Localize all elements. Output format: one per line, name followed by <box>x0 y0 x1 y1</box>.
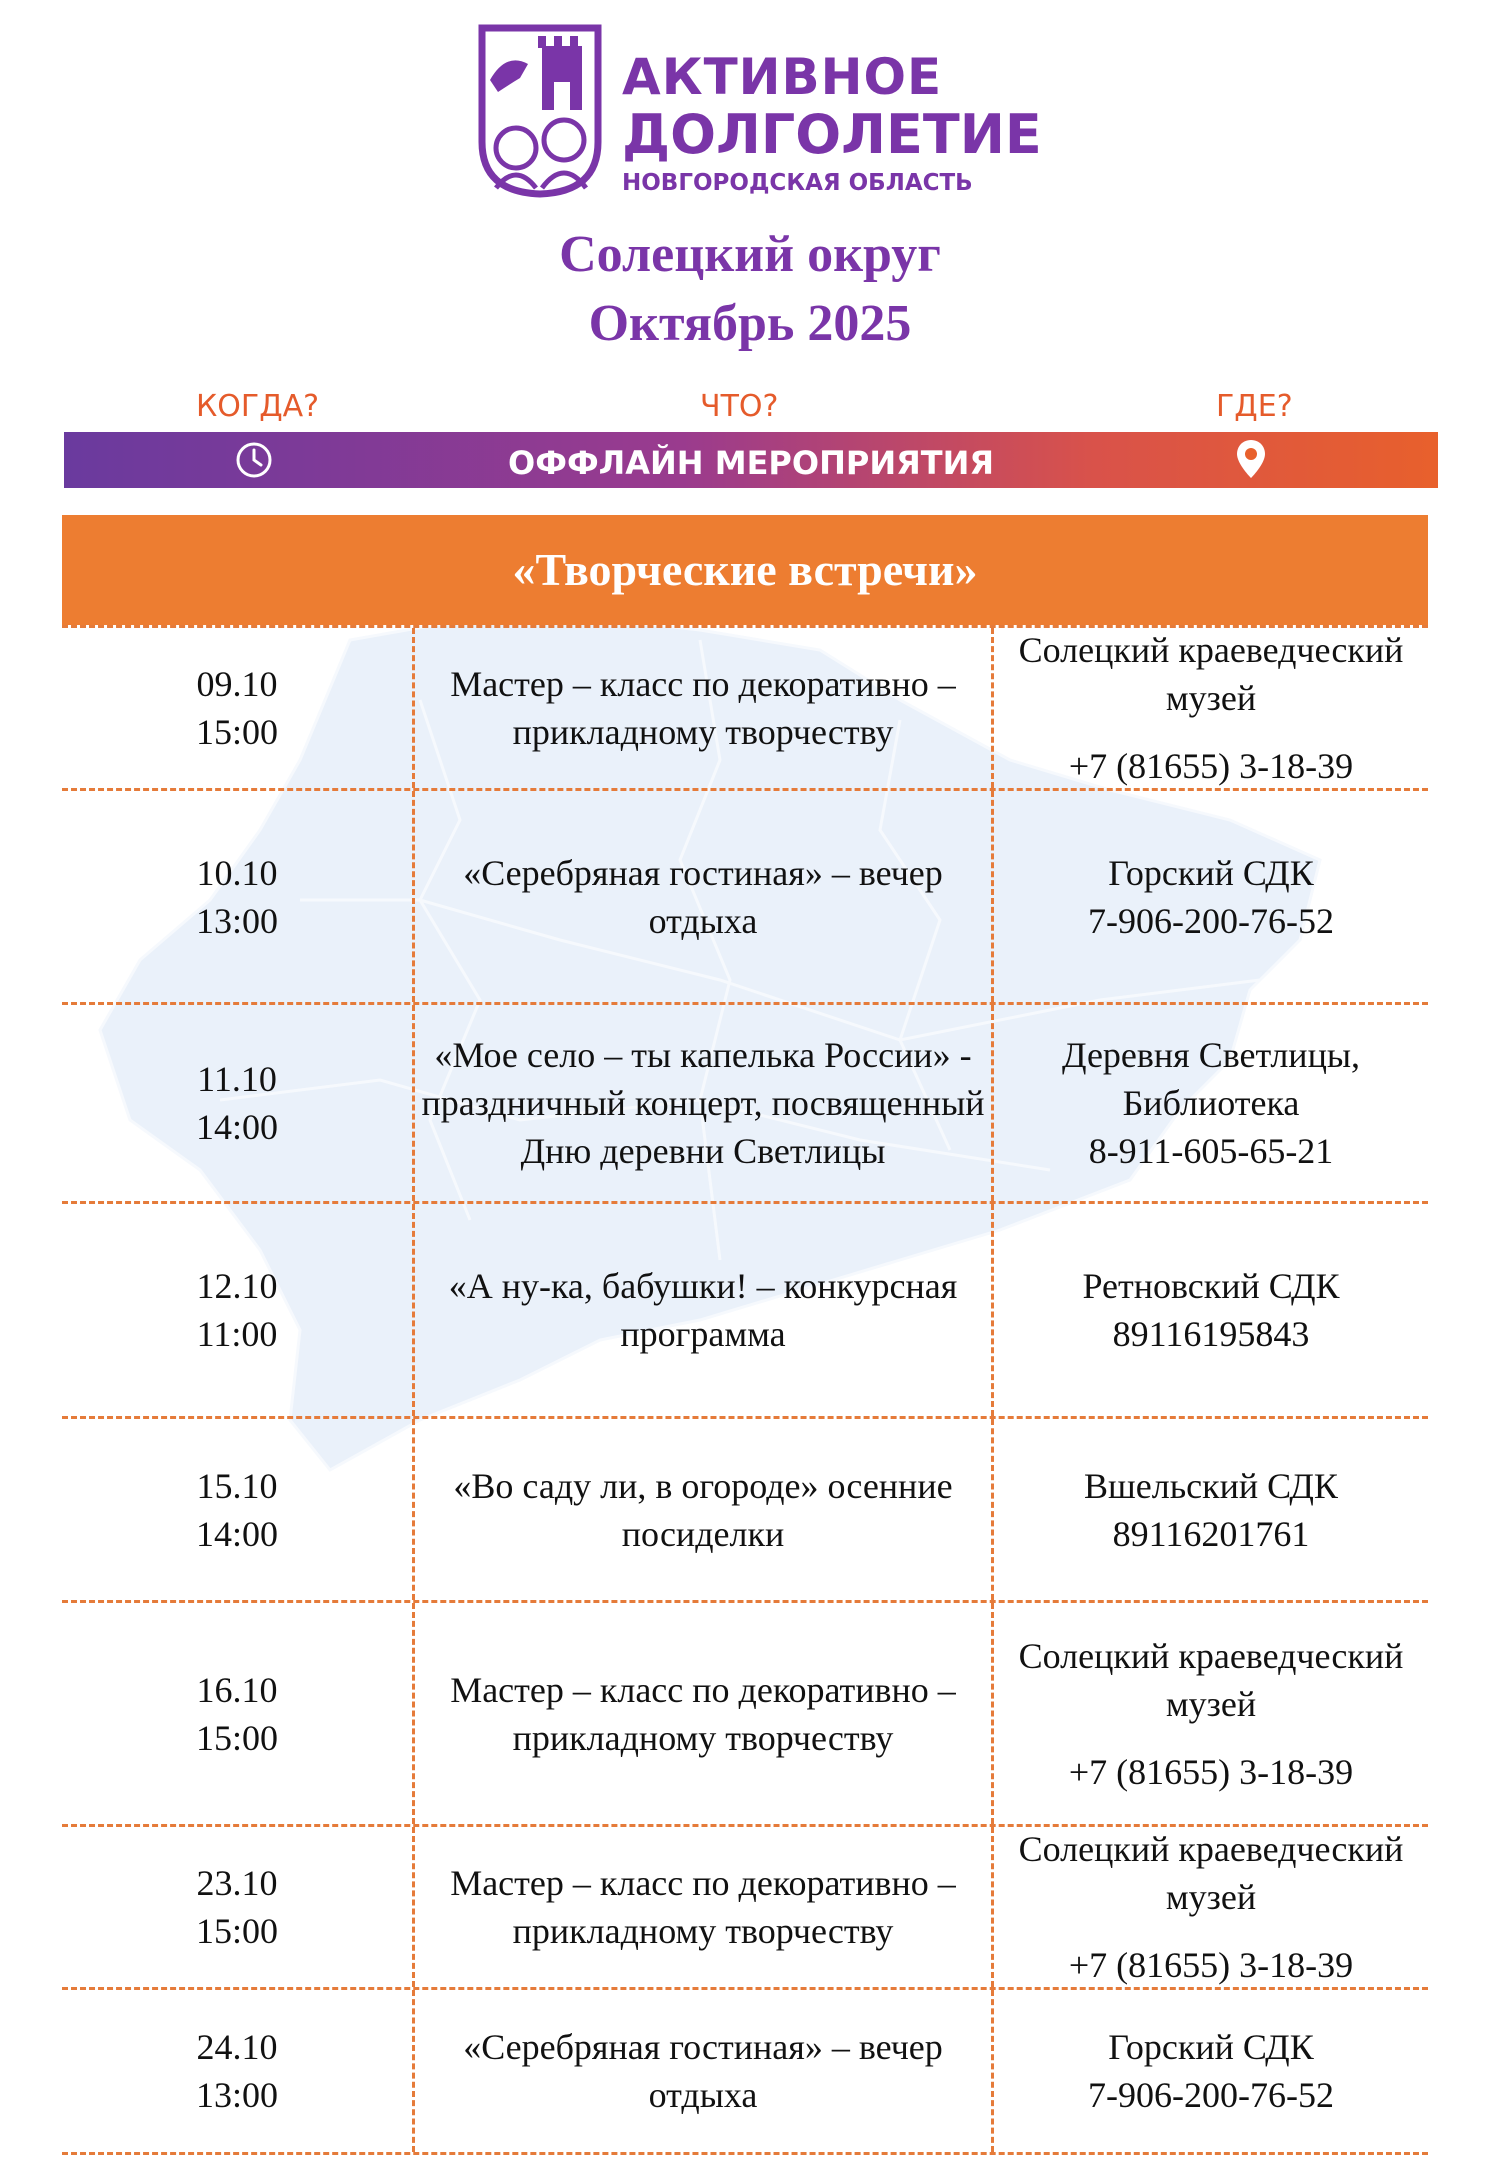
date-cell <box>62 1827 412 1987</box>
venue-cell <box>994 791 1428 1002</box>
section-header <box>62 515 1428 625</box>
event-phone: +7 (81655) 3-18-39 <box>1068 746 1354 786</box>
date-cell <box>62 1603 412 1824</box>
event-time: 15:00 <box>195 1717 278 1758</box>
event-venue: Солецкий краеведческий музей <box>1018 1829 1404 1917</box>
event-date: 09.10 <box>196 664 278 704</box>
event-phone: +7 (81655) 3-18-39 <box>1068 1751 1354 1792</box>
event-phone: +7 (81655) 3-18-39 <box>1068 1945 1354 1985</box>
table-row <box>62 625 1428 788</box>
event-phone: 7-906-200-76-52 <box>1088 900 1334 941</box>
location-pin-icon <box>1234 438 1268 480</box>
event-time: 15:00 <box>195 1911 278 1951</box>
table-row <box>62 1201 1428 1416</box>
table-row <box>62 1987 1428 2155</box>
table-row <box>62 1824 1428 1987</box>
event-description: Мастер – класс по декоративно – прикладному творчеству <box>412 628 994 788</box>
section-title: «Творческие встречи» <box>512 544 978 595</box>
event-venue: Солецкий краеведческий музей <box>1018 1635 1404 1724</box>
active-longevity-logo <box>476 22 1042 200</box>
event-time: 15:00 <box>195 712 278 752</box>
where-label: ГДЕ? <box>1216 389 1293 424</box>
venue-cell <box>994 1603 1428 1824</box>
venue-cell <box>994 1990 1428 2152</box>
venue-cell <box>994 1419 1428 1600</box>
table-row <box>62 1002 1428 1201</box>
month-title: Октябрь 2025 <box>588 295 912 352</box>
when-label: КОГДА? <box>196 389 320 424</box>
event-description: Мастер – класс по декоративно – прикладному творчеству <box>412 1603 994 1824</box>
event-time: 14:00 <box>195 1513 278 1554</box>
event-date: 23.10 <box>196 1863 278 1903</box>
logo-text-line2: ДОЛГОЛЕТИЕ <box>622 103 1042 166</box>
logo-text-line1: АКТИВНОЕ <box>622 48 943 106</box>
date-cell <box>62 628 412 788</box>
event-venue: Горский СДК <box>1108 852 1314 893</box>
offline-events-label: ОФФЛАЙН МЕРОПРИЯТИЯ <box>508 444 994 482</box>
date-cell <box>62 1005 412 1201</box>
table-row <box>62 1416 1428 1600</box>
event-phone: 8-911-605-65-21 <box>1088 1131 1334 1171</box>
event-date: 10.10 <box>196 852 278 893</box>
event-phone: 7-906-200-76-52 <box>1088 2075 1334 2115</box>
event-date: 16.10 <box>196 1669 278 1710</box>
venue-cell <box>994 1204 1428 1416</box>
event-description: «Серебряная гостиная» – вечер отдыха <box>412 791 994 1002</box>
date-cell <box>62 1990 412 2152</box>
venue-cell <box>994 1827 1428 1987</box>
event-venue: Горский СДК <box>1108 2027 1314 2067</box>
event-description: Мастер – класс по декоративно – прикладному творчеству <box>412 1827 994 1987</box>
event-description: «Мое село – ты капелька России» - праздничный концерт, посвященный Дню деревни Светлицы <box>412 1005 994 1201</box>
table-row <box>62 1600 1428 1824</box>
event-time: 11:00 <box>196 1314 278 1354</box>
venue-cell <box>994 1005 1428 1201</box>
event-venue: Солецкий краеведческий музей <box>1018 630 1404 718</box>
logo-text-line3: НОВГОРОДСКАЯ ОБЛАСТЬ <box>622 170 973 196</box>
event-time: 13:00 <box>195 900 278 941</box>
event-date: 12.10 <box>196 1266 278 1306</box>
event-venue: Вшельский СДК <box>1084 1465 1338 1506</box>
event-time: 13:00 <box>195 2075 278 2115</box>
offline-events-bar <box>64 432 1438 488</box>
event-phone: 89116195843 <box>1112 1314 1310 1354</box>
district-title: Солецкий округ <box>559 226 941 283</box>
table-row <box>62 788 1428 1002</box>
event-description: «Серебряная гостиная» – вечер отдыха <box>412 1990 994 2152</box>
event-time: 14:00 <box>195 1107 278 1147</box>
event-description: «Во саду ли, в огороде» осенние посиделки <box>412 1419 994 1600</box>
venue-cell <box>994 628 1428 788</box>
event-date: 15.10 <box>196 1465 278 1506</box>
event-venue: Деревня Светлицы, Библиотека <box>1061 1035 1361 1123</box>
what-label: ЧТО? <box>700 389 779 424</box>
logo-emblem-icon <box>476 22 604 198</box>
date-cell <box>62 1204 412 1416</box>
event-venue: Ретновский СДК <box>1082 1266 1340 1306</box>
event-phone: 89116201761 <box>1112 1513 1310 1554</box>
event-date: 24.10 <box>196 2027 278 2067</box>
event-date: 11.10 <box>197 1059 277 1099</box>
event-description: «А ну-ка, бабушки! – конкурсная программа <box>412 1204 994 1416</box>
date-cell <box>62 791 412 1002</box>
date-cell <box>62 1419 412 1600</box>
